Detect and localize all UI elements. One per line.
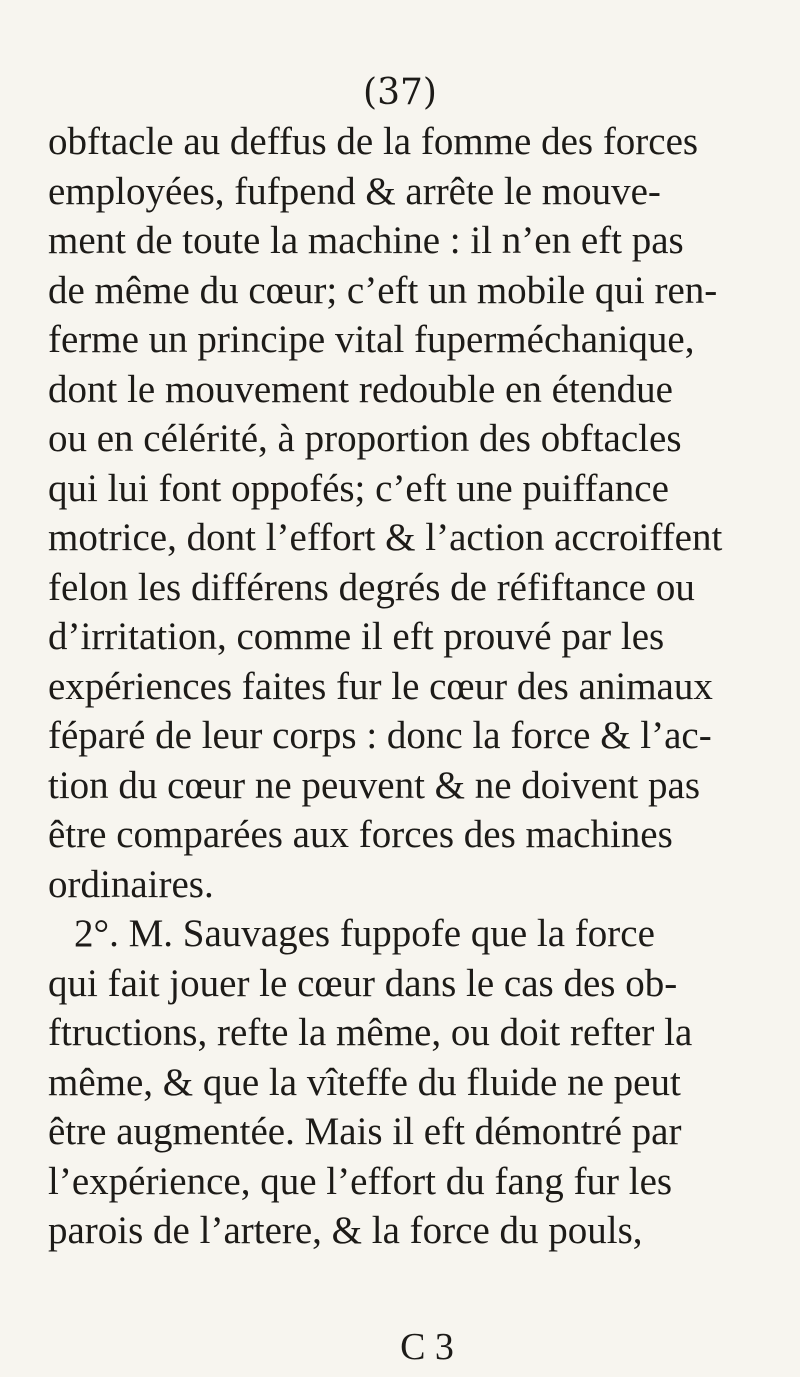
- text-line: être augmentée. Mais il eft démontré par: [48, 1110, 682, 1153]
- text-line: même, & que la vîteffe du fluide ne peut: [48, 1060, 681, 1104]
- text-line: parois de l’artere, & la force du pouls,: [48, 1209, 643, 1252]
- text-line: féparé de leur corps : donc la force & l’ac-: [48, 714, 712, 757]
- text-line: être comparées aux forces des machines: [48, 813, 673, 856]
- page-number: (37): [363, 72, 437, 113]
- text-line: obftacle au deffus de la fomme des forces: [48, 120, 699, 163]
- text-line: d’irritation, comme il eft prouvé par les: [48, 615, 665, 658]
- text-line: qui fait jouer le cœur dans le cas des ob-: [48, 961, 678, 1005]
- text-line: felon les différens degrés de réfiftance ou: [48, 565, 695, 609]
- text-line: ou en célérité, à proportion des obftacles: [48, 417, 682, 460]
- text-line: expériences faites fur le cœur des animaux: [48, 664, 713, 708]
- text-line: qui lui font oppofés; c’eft une puiffance: [48, 466, 669, 510]
- signature-mark: C 3: [400, 1326, 454, 1368]
- text-line: ferme un principe vital fuperméchanique,: [48, 318, 695, 361]
- text-line: 2°. M. Sauvages fuppofe que la force: [74, 912, 655, 955]
- text-line: employées, fufpend & arrête le mouve-: [48, 169, 661, 213]
- text-line: dont le mouvement redouble en étendue: [48, 367, 673, 411]
- text-line: ment de toute la machine : il n’en eft pas: [48, 219, 684, 262]
- text-line: tion du cœur ne peuvent & ne doivent pas: [48, 763, 701, 807]
- text-line: motrice, dont l’effort & l’action accroiffent: [48, 516, 723, 559]
- text-line: ftructions, refte la même, ou doit refter la: [48, 1011, 693, 1054]
- text-line: ordinaires.: [48, 862, 214, 906]
- text-line: l’expérience, que l’effort du fang fur les: [48, 1159, 673, 1203]
- text-line: de même du cœur; c’eft un mobile qui ren-: [48, 268, 718, 312]
